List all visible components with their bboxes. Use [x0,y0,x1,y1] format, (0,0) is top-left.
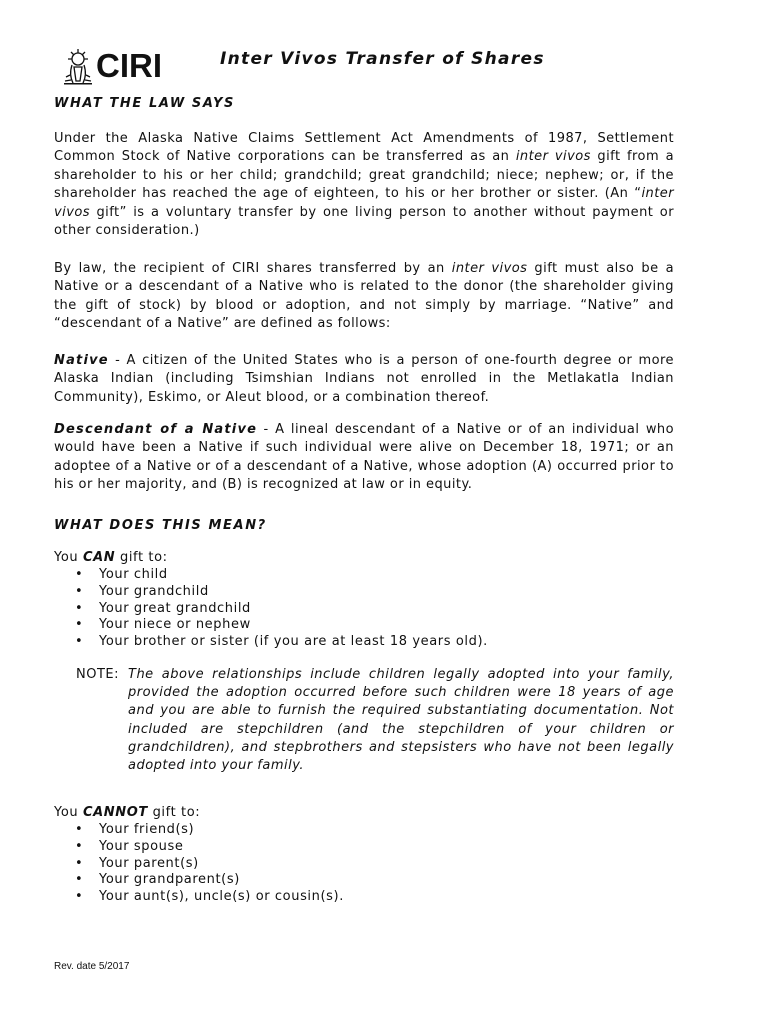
list-item [54,839,344,856]
text-run-emphasis: CANNOT [82,805,148,820]
list-item [54,584,488,601]
note-block [76,666,674,775]
cannot-gift-lead [54,805,200,820]
cannot-gift-list [54,822,344,906]
note-label: NOTE: [76,667,119,682]
section-heading-law: WHAT THE LAW SAYS [54,96,235,111]
text-run: You [54,805,83,820]
list-item-text: Your parent(s) [99,855,199,871]
bullet-icon: • [75,838,84,854]
bullet-icon: • [75,889,84,905]
bullet-icon: • [75,617,84,633]
definition-text: - A citizen of the United States who is a person of one-fourth degree or more Alaska Indian (including Tsimshian Indians not enrolled in the Metlakatla Indian Community), Eskimo, or Aleut blood, or a combination thereof. [54,353,674,405]
paragraph-recipient [54,260,674,334]
list-item-text: Your friend(s) [99,822,195,837]
list-item-text: Your spouse [99,838,184,854]
text-run: You [54,550,83,565]
bullet-icon: • [75,855,84,871]
text-run-italic: inter vivos [54,186,674,220]
bullet-icon: • [75,600,84,616]
definition-descendant [54,421,674,495]
text-run-italic: inter vivos [451,261,528,276]
text-run: gift must also be a Native or a descendant of a Native who is related to the donor (the shareholder giving the gift of stock) by blood or adoption, and not simply by marriage. “Native” and “descendant of a Native” are defined as follows: [54,261,674,332]
revision-date: Rev. date 5/2017 [54,961,130,972]
list-item [54,634,488,651]
bullet-icon: • [75,567,84,582]
ciri-emblem-icon [62,47,94,85]
page-title: Inter Vivos Transfer of Shares [220,49,545,69]
definition-term: Native [54,353,109,368]
definition-term: Descendant of a Native [54,422,258,437]
list-item-text: Your great grandchild [99,600,251,616]
list-item-text: Your niece or nephew [99,617,251,633]
can-gift-list [54,567,488,651]
list-item [54,567,488,584]
text-run: Under the Alaska Native Claims Settlement Act Amendments of 1987, Settlement Common Stock of Native corporations can be transferred as an [54,131,674,165]
text-run: By law, the recipient of CIRI shares transferred by an [54,261,452,276]
section-heading-meaning: WHAT DOES THIS MEAN? [54,518,267,533]
text-run: gift from a shareholder to his or her child; grandchild; great grandchild; niece; nephew; or, if the shareholder has reached the age of eighteen, to his or her brother or sister. (An “ [54,149,674,202]
logo-wordmark: CIRI [96,47,162,84]
list-item [54,872,344,889]
bullet-icon: • [75,822,84,837]
text-run-italic: inter vivos [515,149,591,165]
definition-text: - A lineal descendant of a Native or of an individual who would have been a Native if such individual were alive on December 18, 1971; or an adoptee of a Native or of a descendant of a Native, whose adoption (A) occurred prior to his or her majority, and (B) is recognized at law or in equity. [54,422,675,493]
list-item-text: Your aunt(s), uncle(s) or cousin(s). [99,889,344,905]
text-run: gift to: [115,550,168,565]
text-run-emphasis: CAN [82,550,116,565]
list-item [54,617,488,634]
definition-native [54,352,674,407]
list-item [54,822,344,839]
list-item [54,856,344,873]
text-run: gift” is a voluntary transfer by one living person to another without payment or other consideration.) [54,204,674,239]
bullet-icon: • [75,583,84,599]
ciri-logo [62,47,172,85]
list-item-text: Your brother or sister (if you are at least 18 years old). [99,634,488,650]
note-text: The above relationships include children legally adopted into your family, provided the adoption occurred before such children were 18 years of age and you are able to furnish the required substantiating documentation. Not included are stepchildren (and the stepchildren of your children or grandchildren), and stepbrothers and stepsisters who have not been legally adopted into your family. [128,667,674,774]
list-item-text: Your child [99,567,168,582]
list-item [54,889,344,906]
paragraph-law [54,130,674,240]
bullet-icon: • [75,872,84,888]
bullet-icon: • [75,634,84,650]
can-gift-lead [54,550,168,565]
list-item-text: Your grandparent(s) [99,872,240,888]
text-run: gift to: [147,805,201,820]
list-item-text: Your grandchild [99,583,209,599]
list-item [54,601,488,618]
